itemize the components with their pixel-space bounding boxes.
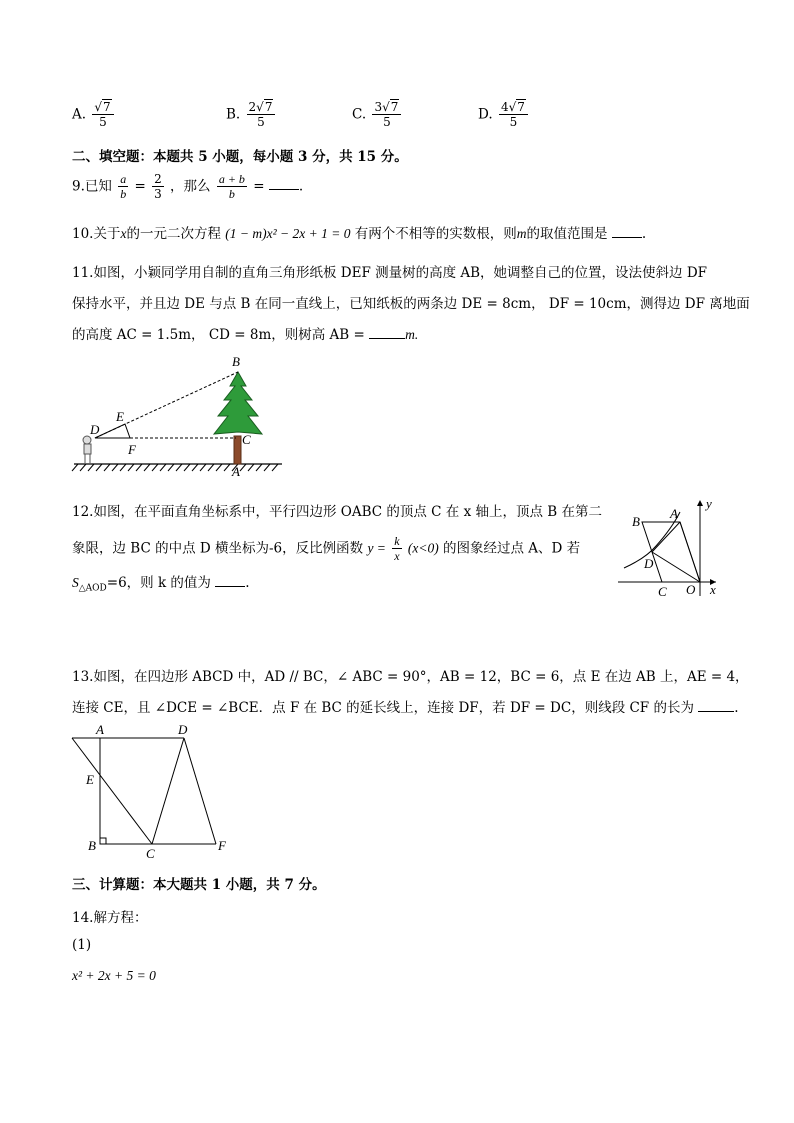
svg-text:E: E: [116, 409, 124, 424]
svg-text:F: F: [218, 838, 226, 853]
svg-text:B: B: [632, 514, 640, 529]
svg-text:C: C: [242, 432, 251, 447]
question-12-line-1: 12.如图，在平面直角坐标系中，平行四边形 OABC 的顶点 C 在 x 轴上，顶点 B 在第二: [72, 504, 602, 520]
option-letter: B.: [226, 106, 241, 123]
question-14-title: 14.解方程：: [72, 910, 148, 926]
svg-text:A: A: [232, 464, 240, 476]
svg-text:F: F: [128, 442, 136, 457]
svg-text:B: B: [232, 354, 240, 369]
option-letter: C.: [352, 106, 367, 123]
option-value: $\frac{√7}{5}$: [92, 100, 113, 130]
option-value: $\frac{4√7}{5}$: [499, 100, 528, 130]
question-11-line-3: 的高度 AC = 1.5m， CD = 8m，则树高 AB = m.: [72, 327, 419, 343]
person-icon: [83, 436, 91, 463]
answer-blank[interactable]: [698, 699, 734, 712]
svg-text:x: x: [710, 582, 716, 597]
option-d[interactable]: [478, 100, 530, 130]
question-11-line-2: 保持水平，并且边 DE 与点 B 在同一直线上，已知纸板的两条边 DE = 8cm， DF = 10cm，测得边 DF 离地面: [72, 296, 750, 312]
answer-blank[interactable]: [269, 177, 299, 190]
question-12-line-2: 象限，边 BC 的中点 D 横坐标为-6，反比例函数 y = $\frac{k}{x}$ (x<0) 的图象经过点 A、D 若: [72, 534, 581, 564]
question-12-line-3: $S_{\triangle AOD}=6$，则 k 的值为 .: [72, 575, 250, 594]
figure-coordinate-parallelogram: [616, 496, 724, 600]
svg-text:C: C: [658, 584, 667, 599]
option-value: $\frac{3√7}{5}$: [372, 100, 401, 130]
question-14-equation: x² + 2x + 5 = 0: [72, 968, 156, 983]
question-13-line-1: 13.如图，在四边形 ABCD 中，AD // BC，∠ ABC = 90°，AB = 12，BC = 6，点 E 在边 AB 上，AE = 4，: [72, 669, 749, 685]
answer-blank[interactable]: [215, 574, 245, 587]
svg-text:A: A: [670, 506, 678, 521]
option-b[interactable]: [226, 100, 277, 130]
option-value: $\frac{2√7}{5}$: [247, 100, 276, 130]
answer-blank[interactable]: [369, 326, 405, 339]
svg-text:C: C: [146, 846, 155, 861]
option-letter: D.: [478, 106, 493, 123]
svg-text:y: y: [706, 496, 712, 511]
section-3-title: 三、计算题：本大题共 1 小题，共 7 分。: [72, 877, 326, 893]
svg-text:D: D: [90, 422, 100, 437]
section-2-title: 二、填空题：本题共 5 小题，每小题 3 分，共 15 分。: [72, 149, 408, 165]
option-a[interactable]: [72, 100, 116, 130]
question-14-part-1: (1): [72, 937, 92, 953]
question-11-line-1: 11.如图，小颖同学用自制的直角三角形纸板 DEF 测量树的高度 AB，她调整自己的位置，设法使斜边 DF: [72, 265, 708, 281]
answer-blank[interactable]: [612, 225, 642, 238]
option-c[interactable]: [352, 100, 403, 130]
svg-text:E: E: [86, 772, 94, 787]
figure-quadrilateral: [70, 722, 240, 862]
question-13-line-2: 连接 CE，且 ∠DCE = ∠BCE．点 F 在 BC 的延长线上，连接 DF，若 DF = DC，则线段 CF 的长为 .: [72, 700, 739, 716]
svg-text:O: O: [686, 582, 696, 597]
svg-text:D: D: [644, 556, 654, 571]
svg-text:D: D: [178, 722, 188, 737]
option-letter: A.: [72, 106, 87, 123]
svg-text:B: B: [88, 838, 96, 853]
svg-text:A: A: [96, 722, 104, 737]
question-10: 10.关于x的一元二次方程 (1 − m)x² − 2x + 1 = 0 有两个不相等的实数根，则m的取值范围是 .: [72, 226, 647, 242]
tree-icon: [214, 372, 262, 434]
question-9: 9.已知 $\frac{a}{b}$ = $\frac{2}{3}$ ，那么 $\frac{a + b}{b}$ = .: [72, 172, 304, 202]
figure-tree-measurement: [70, 352, 290, 476]
